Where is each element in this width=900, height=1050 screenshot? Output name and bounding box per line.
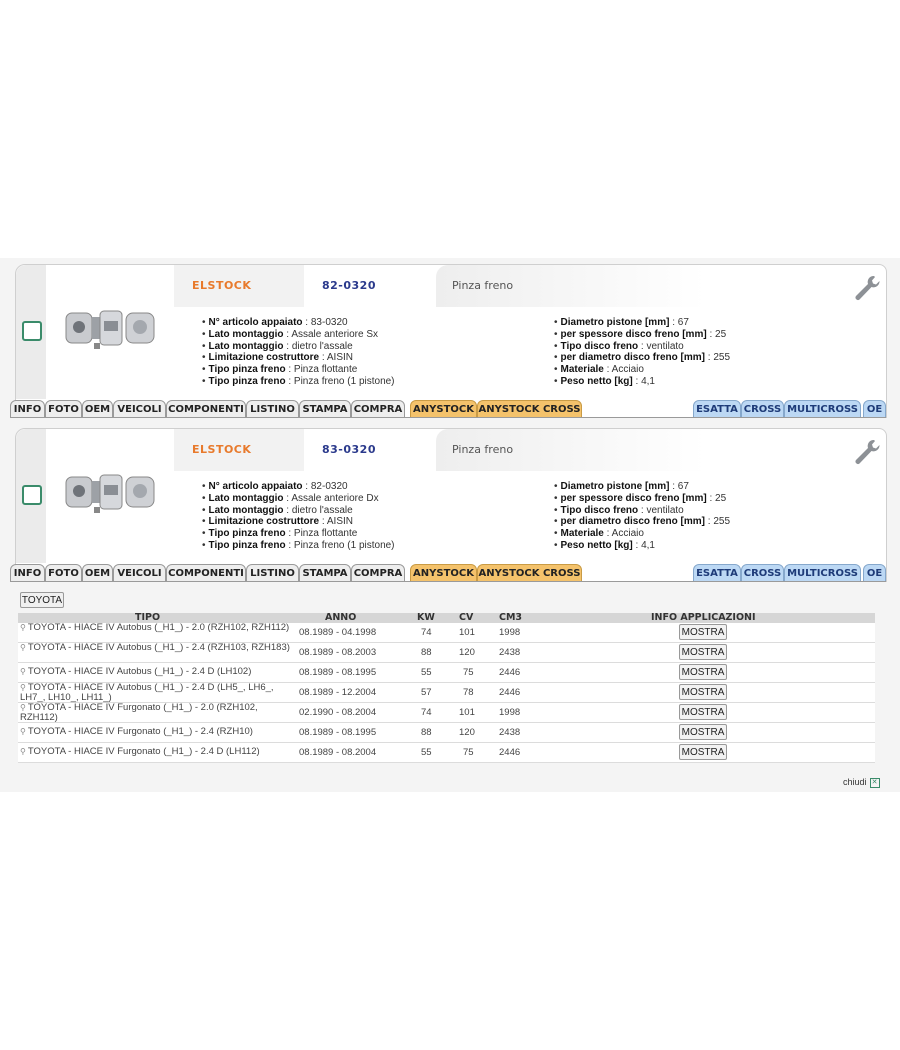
years: 08.1989 - 08.2003 bbox=[299, 647, 377, 658]
brake-caliper-image[interactable] bbox=[64, 469, 158, 519]
tab-componenti[interactable]: COMPONENTI bbox=[166, 400, 246, 418]
tab-divider bbox=[10, 417, 886, 418]
years: 02.1990 - 08.2004 bbox=[299, 707, 377, 718]
tab-foto[interactable]: FOTO bbox=[45, 400, 82, 418]
cv: 120 bbox=[459, 647, 475, 658]
col-cv: CV bbox=[459, 612, 474, 623]
wrench-small-icon: ⚲ bbox=[20, 747, 26, 756]
attributes-right bbox=[554, 481, 730, 552]
make-filter-button[interactable]: TOYOTA bbox=[20, 592, 64, 608]
tab-cross[interactable]: CROSS bbox=[741, 400, 784, 418]
col-info: INFO APPLICAZIONI bbox=[651, 612, 756, 623]
col-kw: KW bbox=[417, 612, 435, 623]
kw: 57 bbox=[421, 687, 432, 698]
close-link[interactable] bbox=[843, 777, 880, 788]
attr-item: • Diametro pistone [mm] : 67 bbox=[554, 481, 689, 492]
code-header bbox=[306, 429, 434, 471]
cv: 101 bbox=[459, 627, 475, 638]
mostra-button[interactable]: MOSTRA bbox=[679, 664, 727, 680]
brand-name[interactable]: ELSTOCK bbox=[192, 443, 252, 456]
attr-item: • Tipo pinza freno : Pinza flottante bbox=[202, 364, 358, 376]
tab-veicoli[interactable]: VEICOLI bbox=[113, 400, 166, 418]
attr-item: • Limitazione costruttore : AISIN bbox=[202, 352, 354, 364]
brand-name[interactable]: ELSTOCK bbox=[192, 279, 252, 292]
card-tabs bbox=[10, 400, 886, 418]
attr-item: • per spessore disco freno [mm] : 25 bbox=[554, 328, 727, 340]
tab-compra[interactable]: COMPRA bbox=[351, 564, 405, 582]
article-description: Pinza freno bbox=[452, 279, 514, 292]
brand-header bbox=[174, 265, 304, 307]
description-header bbox=[436, 265, 736, 307]
vehicle-type: ⚲ TOYOTA - HIACE IV Autobus (_H1_) - 2.4 D (LH5_, LH6_, LH7_, LH10_, LH11_) bbox=[20, 682, 274, 703]
attr-item: • N° articolo appaiato : 82-0320 bbox=[202, 481, 348, 492]
attr-item: • per diametro disco freno [mm] : 255 bbox=[554, 516, 731, 528]
kw: 88 bbox=[421, 647, 432, 658]
table-row bbox=[18, 723, 875, 743]
col-cm3: CM3 bbox=[499, 612, 523, 623]
years: 08.1989 - 04.1998 bbox=[299, 627, 377, 638]
tab-multicross[interactable]: MULTICROSS bbox=[784, 400, 861, 418]
tab-stampa[interactable]: STAMPA bbox=[299, 564, 351, 582]
cv: 120 bbox=[459, 727, 475, 738]
tab-esatta[interactable]: ESATTA bbox=[693, 564, 741, 582]
tab-info[interactable]: INFO bbox=[10, 400, 45, 418]
attr-item: • per spessore disco freno [mm] : 25 bbox=[554, 492, 727, 504]
tab-listino[interactable]: LISTINO bbox=[246, 400, 299, 418]
article-code[interactable]: 83-0320 bbox=[322, 443, 376, 456]
mostra-button[interactable]: MOSTRA bbox=[679, 684, 727, 700]
tab-oe[interactable]: OE bbox=[863, 400, 886, 418]
mostra-button[interactable]: MOSTRA bbox=[679, 624, 727, 640]
vehicle-type: ⚲ TOYOTA - HIACE IV Autobus (_H1_) - 2.4 D (LH102) bbox=[20, 666, 252, 677]
vehicle-type: ⚲ TOYOTA - HIACE IV Autobus (_H1_) - 2.4 (RZH103, RZH183) bbox=[20, 642, 290, 653]
table-row bbox=[18, 663, 875, 683]
cv: 75 bbox=[463, 747, 474, 758]
attr-item: • Diametro pistone [mm] : 67 bbox=[554, 317, 689, 328]
cm3: 2438 bbox=[499, 647, 521, 658]
tab-componenti[interactable]: COMPONENTI bbox=[166, 564, 246, 582]
tab-compra[interactable]: COMPRA bbox=[351, 400, 405, 418]
tab-oe[interactable]: OE bbox=[863, 564, 886, 582]
attributes-left bbox=[202, 481, 395, 552]
cm3: 2446 bbox=[499, 687, 521, 698]
attr-item: • per diametro disco freno [mm] : 255 bbox=[554, 352, 731, 364]
wrench-small-icon: ⚲ bbox=[20, 683, 26, 692]
cm3: 2438 bbox=[499, 727, 521, 738]
kw: 74 bbox=[421, 627, 432, 638]
attr-item: • Materiale : Acciaio bbox=[554, 528, 644, 540]
product-card bbox=[15, 264, 887, 418]
years: 08.1989 - 08.1995 bbox=[299, 667, 377, 678]
results-panel bbox=[0, 258, 900, 792]
cm3: 2446 bbox=[499, 667, 521, 678]
tab-stampa[interactable]: STAMPA bbox=[299, 400, 351, 418]
cv: 101 bbox=[459, 707, 475, 718]
attr-item: • Peso netto [kg] : 4,1 bbox=[554, 539, 655, 551]
brand-header bbox=[174, 429, 304, 471]
tab-anystock-cross[interactable]: ANYSTOCK CROSS bbox=[477, 400, 582, 418]
tab-cross[interactable]: CROSS bbox=[741, 564, 784, 582]
vehicle-type: ⚲ TOYOTA - HIACE IV Furgonato (_H1_) - 2.0 (RZH102, RZH112) bbox=[20, 702, 258, 723]
years: 08.1989 - 08.2004 bbox=[299, 747, 377, 758]
attributes-right bbox=[554, 317, 730, 388]
tab-esatta[interactable]: ESATTA bbox=[693, 400, 741, 418]
cm3: 1998 bbox=[499, 707, 521, 718]
vehicle-type: ⚲ TOYOTA - HIACE IV Furgonato (_H1_) - 2.4 (RZH10) bbox=[20, 726, 253, 737]
years: 08.1989 - 12.2004 bbox=[299, 687, 377, 698]
tab-anystock-cross[interactable]: ANYSTOCK CROSS bbox=[477, 564, 582, 582]
kw: 55 bbox=[421, 667, 432, 678]
vehicle-type: ⚲ TOYOTA - HIACE IV Autobus (_H1_) - 2.0 (RZH102, RZH112) bbox=[20, 622, 290, 633]
attr-item: • Tipo pinza freno : Pinza flottante bbox=[202, 528, 358, 540]
product-card bbox=[15, 428, 887, 582]
attributes-left bbox=[202, 317, 395, 388]
mostra-button[interactable]: MOSTRA bbox=[679, 744, 727, 760]
wrench-small-icon: ⚲ bbox=[20, 643, 26, 652]
col-tipo: TIPO bbox=[135, 612, 161, 623]
description-header bbox=[436, 429, 736, 471]
cm3: 2446 bbox=[499, 747, 521, 758]
tab-veicoli[interactable]: VEICOLI bbox=[113, 564, 166, 582]
table-row bbox=[18, 703, 875, 723]
mostra-button[interactable]: MOSTRA bbox=[679, 644, 727, 660]
article-description: Pinza freno bbox=[452, 443, 514, 456]
kw: 88 bbox=[421, 727, 432, 738]
tab-multicross[interactable]: MULTICROSS bbox=[784, 564, 861, 582]
col-anno: ANNO bbox=[325, 612, 357, 623]
attr-item: • N° articolo appaiato : 83-0320 bbox=[202, 317, 348, 328]
wrench-icon[interactable] bbox=[852, 273, 882, 303]
attr-item: • Tipo disco freno : ventilato bbox=[554, 340, 684, 352]
wrench-small-icon: ⚲ bbox=[20, 703, 26, 712]
card-tabs bbox=[10, 564, 886, 582]
tab-divider bbox=[10, 581, 886, 582]
attr-item: • Tipo disco freno : ventilato bbox=[554, 504, 684, 516]
attr-item: • Lato montaggio : Assale anteriore Sx bbox=[202, 328, 379, 340]
tab-info[interactable]: INFO bbox=[10, 564, 45, 582]
table-row bbox=[18, 623, 875, 643]
mostra-button[interactable]: MOSTRA bbox=[679, 724, 727, 740]
tab-anystock[interactable]: ANYSTOCK bbox=[410, 400, 477, 418]
tab-oem[interactable]: OEM bbox=[82, 564, 113, 582]
cv: 75 bbox=[463, 667, 474, 678]
vehicle-type: ⚲ TOYOTA - HIACE IV Furgonato (_H1_) - 2.4 D (LH112) bbox=[20, 746, 260, 757]
attr-item: • Lato montaggio : Assale anteriore Dx bbox=[202, 492, 379, 504]
kw: 55 bbox=[421, 747, 432, 758]
tab-listino[interactable]: LISTINO bbox=[246, 564, 299, 582]
attr-item: • Tipo pinza freno : Pinza freno (1 pistone) bbox=[202, 539, 395, 551]
attr-item: • Materiale : Acciaio bbox=[554, 364, 644, 376]
table-row bbox=[18, 643, 875, 663]
close-label: chiudi bbox=[843, 777, 867, 787]
tab-anystock[interactable]: ANYSTOCK bbox=[410, 564, 477, 582]
tab-oem[interactable]: OEM bbox=[82, 400, 113, 418]
select-checkbox[interactable] bbox=[22, 321, 42, 341]
article-code[interactable]: 82-0320 bbox=[322, 279, 376, 292]
tab-foto[interactable]: FOTO bbox=[45, 564, 82, 582]
wrench-small-icon: ⚲ bbox=[20, 667, 26, 676]
brake-caliper-image[interactable] bbox=[64, 305, 158, 355]
table-row bbox=[18, 743, 875, 763]
select-checkbox[interactable] bbox=[22, 485, 42, 505]
attr-item: • Peso netto [kg] : 4,1 bbox=[554, 375, 655, 387]
wrench-small-icon: ⚲ bbox=[20, 623, 26, 632]
code-header bbox=[306, 265, 434, 307]
cm3: 1998 bbox=[499, 627, 521, 638]
wrench-icon[interactable] bbox=[852, 437, 882, 467]
mostra-button[interactable]: MOSTRA bbox=[679, 704, 727, 720]
attr-item: • Lato montaggio : dietro l'assale bbox=[202, 340, 353, 352]
attr-item: • Limitazione costruttore : AISIN bbox=[202, 516, 354, 528]
attr-item: • Lato montaggio : dietro l'assale bbox=[202, 504, 353, 516]
close-icon[interactable]: ✕ bbox=[870, 778, 880, 788]
wrench-small-icon: ⚲ bbox=[20, 727, 26, 736]
years: 08.1989 - 08.1995 bbox=[299, 727, 377, 738]
table-row bbox=[18, 683, 875, 703]
cv: 78 bbox=[463, 687, 474, 698]
kw: 74 bbox=[421, 707, 432, 718]
attr-item: • Tipo pinza freno : Pinza freno (1 pistone) bbox=[202, 375, 395, 387]
